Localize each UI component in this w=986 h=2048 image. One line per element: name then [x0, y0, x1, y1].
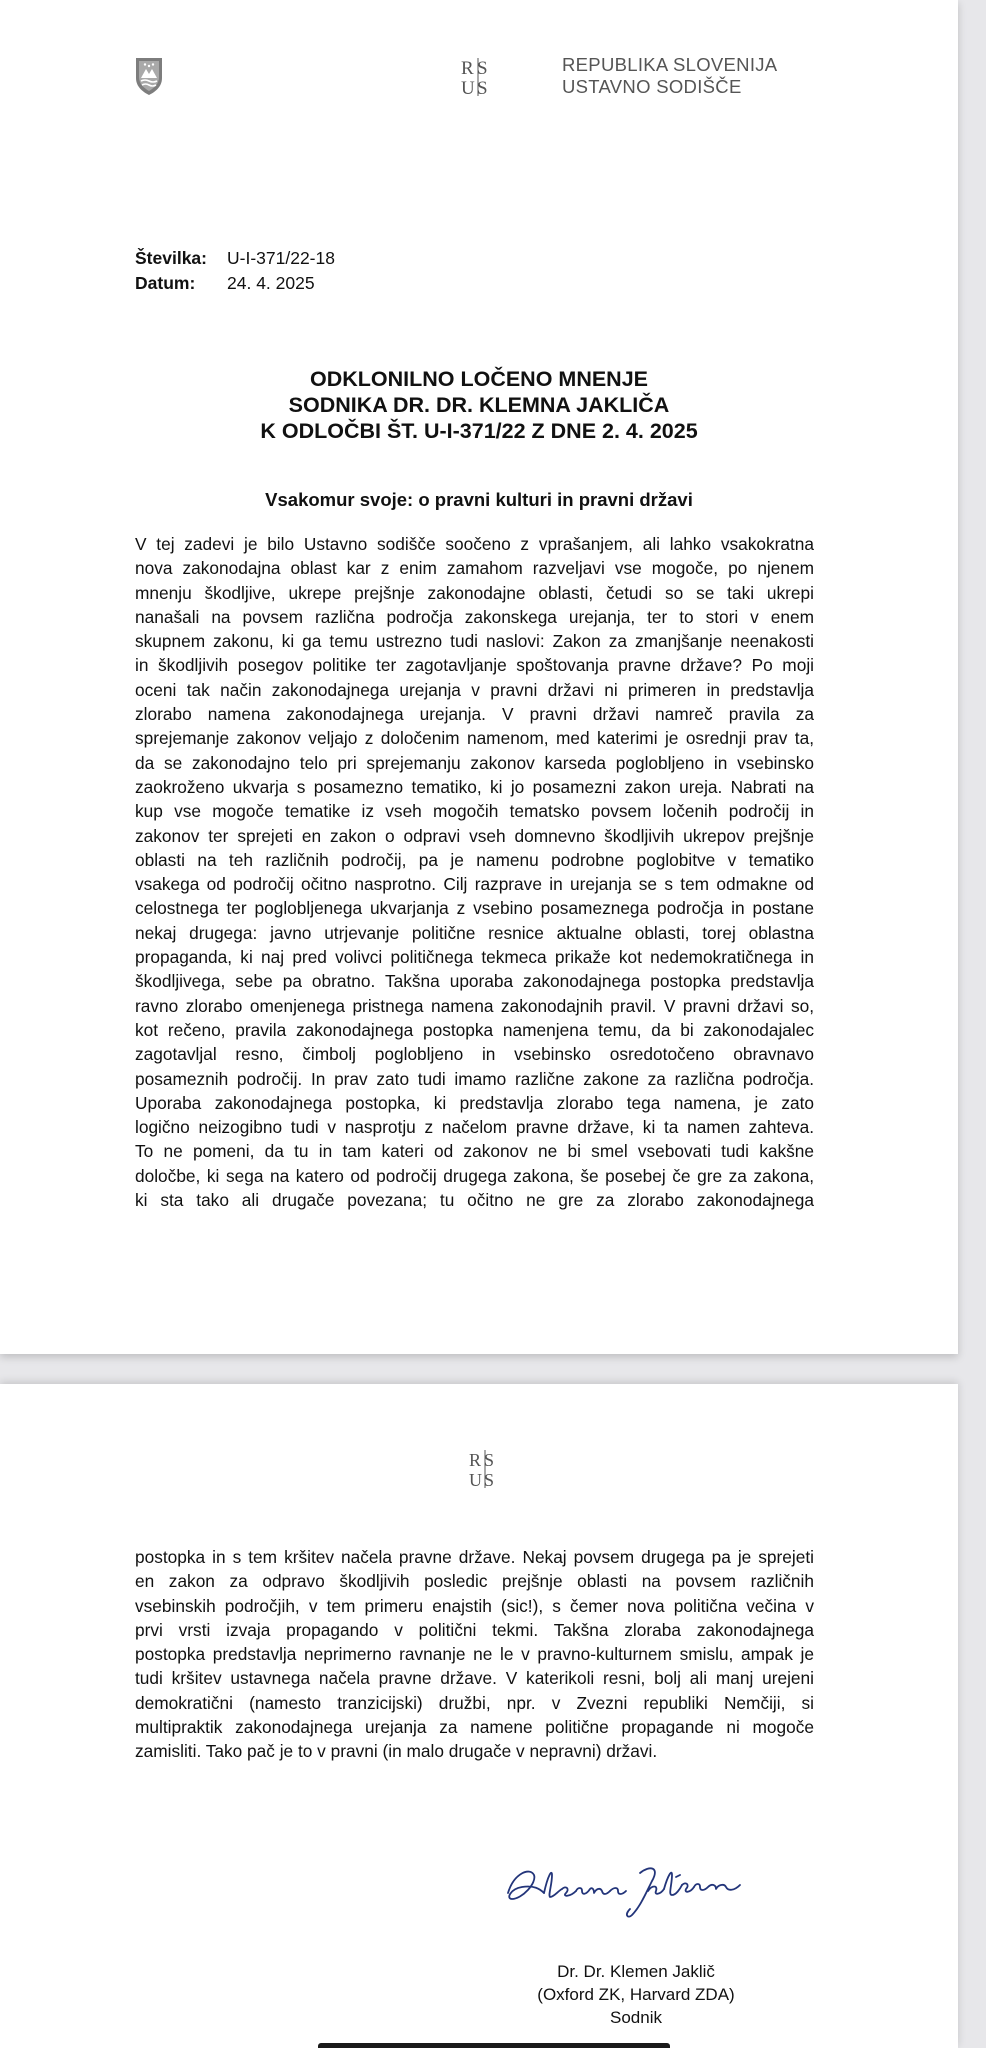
- body-line: To ne pomeni, da tu in tam kateri od zakonov ne bi smel vsebovati tudi kakšne: [135, 1141, 814, 1162]
- body-text-page1: [135, 532, 814, 1212]
- body-line: multipraktik zakonodajnega urejanja za namene politične propagande ni mogoče: [135, 1717, 814, 1738]
- signatory-credentials: (Oxford ZK, Harvard ZDA): [537, 1985, 735, 2004]
- body-line: postopka predstavlja neprimerno ravnanje ne le v pravno-kulturnem smislu, ampak je: [135, 1644, 814, 1665]
- body-line: celostnega ter poglobljenega ukvarjanja z vsebino posameznega področja in postane: [135, 898, 814, 919]
- court-name-line1: REPUBLIKA SLOVENIJA: [562, 54, 778, 75]
- svg-text:U: U: [461, 78, 475, 98]
- body-line: škodljivega, sebe pa obratno. Takšna uporaba zakonodajnega postopka predstavlja: [135, 971, 814, 992]
- body-line: demokratični (namesto tranzicijski) družbi, npr. v Zvezni republiki Nemčiji, si: [135, 1692, 814, 1713]
- body-line: oceni tak način zakonodajnega urejanja v pravni državi ni primeren in predstavlja: [135, 679, 814, 700]
- body-line: oblasti na teh različnih področij, pa je namenu podrobne poglobitve v tematiko: [135, 849, 814, 870]
- body-line: skupnem zakonu, ki ga temu ustrezno tudi naslovi: Zakon za zmanjšanje neenakosti: [135, 631, 814, 652]
- signatory-role: Sodnik: [610, 2008, 662, 2027]
- case-number-row: [135, 246, 335, 271]
- body-line: zamisliti. Tako pač je to v pravni (in malo drugače v nepravni) državi.: [135, 1741, 658, 1762]
- title-line3: K ODLOČBI ŠT. U-I-371/22 Z DNE 2. 4. 2025: [260, 419, 698, 443]
- date-row: [135, 271, 335, 296]
- body-line: da se zakonodajno telo pri sprejemanju zakonov karseda poglobljeno in vsebinsko: [135, 752, 814, 773]
- body-line: nekaj drugega: javno utrjevanje politične resnice aktualne oblasti, torej oblastna: [135, 922, 814, 943]
- body-line: prvi vrsti izvaja propagando v politični tekmi. Takšna zloraba zakonodajnega: [135, 1619, 814, 1640]
- body-line: posameznih področij. In prav zato tudi imamo različne zakone za različna področja.: [135, 1068, 814, 1089]
- body-line: mnenju škodljive, ukrepe prejšnje zakonodajne oblasti, četudi so se taki ukrepi: [135, 582, 814, 603]
- body-line: vsakega od področij očitno nasprotno. Cilj razprave in urejanja se s tem odmakne od: [135, 874, 814, 895]
- svg-text:R: R: [461, 58, 474, 79]
- body-line: vsebinskih področjih, v tem primeru enajstih (sic!), s čemer nova politična večina v: [135, 1595, 814, 1616]
- document-meta: [135, 246, 335, 296]
- case-number-value: U-I-371/22-18: [227, 248, 335, 268]
- svg-text:U: U: [469, 1470, 482, 1490]
- body-line: zlorabo namena zakonodajnega urejanja. V pravni državi namreč pravila za: [135, 704, 814, 725]
- constitutional-court-logo-icon: [460, 56, 496, 98]
- body-line: V tej zadevi je bilo Ustavno sodišče soočeno z vprašanjem, ali lahko vsakokratna: [135, 534, 814, 554]
- document-title: [0, 366, 958, 444]
- body-line: zaokroženo ukvarja s posamezno tematiko, ki jo posamezni zakon ureja. Nabrati na: [135, 776, 814, 797]
- body-line: kup vse mogoče tematike iz vseh mogočih tematsko povsem ločenih področij in: [135, 801, 814, 822]
- date-label: Datum:: [135, 273, 196, 293]
- handwritten-signature: [500, 1855, 750, 1925]
- signature-block: [500, 1960, 772, 2029]
- svg-text:S: S: [484, 1470, 495, 1490]
- svg-text:S: S: [484, 1450, 495, 1470]
- body-line: sprejemanje zakonov veljajo z določenim namenom, med katerimi je osrednji prav ta,: [135, 728, 814, 749]
- title-line2: SODNIKA DR. DR. KLEMNA JAKLIČA: [288, 393, 670, 417]
- home-indicator-bar: [318, 2043, 670, 2048]
- body-line: tudi kršitev ustavnega načela pravne države. V katerikoli resni, bolj ali manj urejeni: [135, 1668, 814, 1689]
- slovenian-coat-of-arms-icon: [134, 56, 164, 96]
- signatory-name: Dr. Dr. Klemen Jaklič: [557, 1962, 715, 1981]
- body-line: nanašali na povsem različna področja zakonskega urejanja, ter to stori v enem: [135, 606, 814, 627]
- body-line: kot rečeno, pravila zakonodajnega postopka namenjena temu, da bi zakonodajalec: [135, 1019, 814, 1040]
- svg-text:R: R: [469, 1450, 482, 1470]
- body-line: določbe, ki sega na katero od področij drugega zakona, še posebej če gre za zakona,: [135, 1165, 814, 1186]
- body-text-page2: [135, 1545, 814, 1764]
- body-line: Uporaba zakonodajnega postopka, ki predstavlja zlorabo tega namena, je zato: [135, 1092, 814, 1113]
- body-line: zakonov ter sprejeti en zakon o odpravi vseh domnevno škodljivih ukrepov prejšnje: [135, 825, 814, 846]
- body-line: ravno zlorabo omenjenega pristnega namena zakonodajnih pravil. V pravni državi so,: [135, 995, 814, 1016]
- date-value: 24. 4. 2025: [227, 273, 315, 293]
- case-number-label: Številka:: [135, 248, 207, 268]
- title-line1: ODKLONILNO LOČENO MNENJE: [309, 367, 649, 391]
- constitutional-court-logo-icon: [468, 1448, 502, 1490]
- opinion-subtitle: Vsakomur svoje: o pravni kulturi in pravni državi: [265, 489, 693, 510]
- body-line: zagotavljal resno, čimbolj poglobljeno in vsebinsko osredotočeno obravnavo: [135, 1044, 814, 1065]
- body-line: in škodljivih posegov politike ter zagotavljanje spoštovanja pravne države? Po moji: [135, 655, 814, 676]
- svg-text:S: S: [477, 58, 488, 79]
- court-name-line2: USTAVNO SODIŠČE: [562, 76, 742, 97]
- court-name: [562, 54, 777, 98]
- body-line: logično neizogibno tudi v nasprotju z načelom pravne države, ki ta namen zahteva.: [135, 1117, 814, 1138]
- body-line: propaganda, ki naj pred volivci političnega tekmeca prikaže kot nedemokratičnega in: [135, 947, 814, 968]
- body-line: ki sta tako ali drugače povezana; tu očitno ne gre za zlorabo zakonodajnega: [135, 1190, 814, 1211]
- body-line: nova zakonodajna oblast kar z enim zamahom razveljavi vse mogoče, po njenem: [135, 558, 814, 579]
- body-line: en zakon za odpravo škodljivih posledic prejšnje oblasti na povsem različnih: [135, 1571, 814, 1592]
- body-line: postopka in s tem kršitev načela pravne države. Nekaj povsem drugega pa je sprejeti: [135, 1547, 814, 1567]
- svg-text:S: S: [477, 78, 488, 98]
